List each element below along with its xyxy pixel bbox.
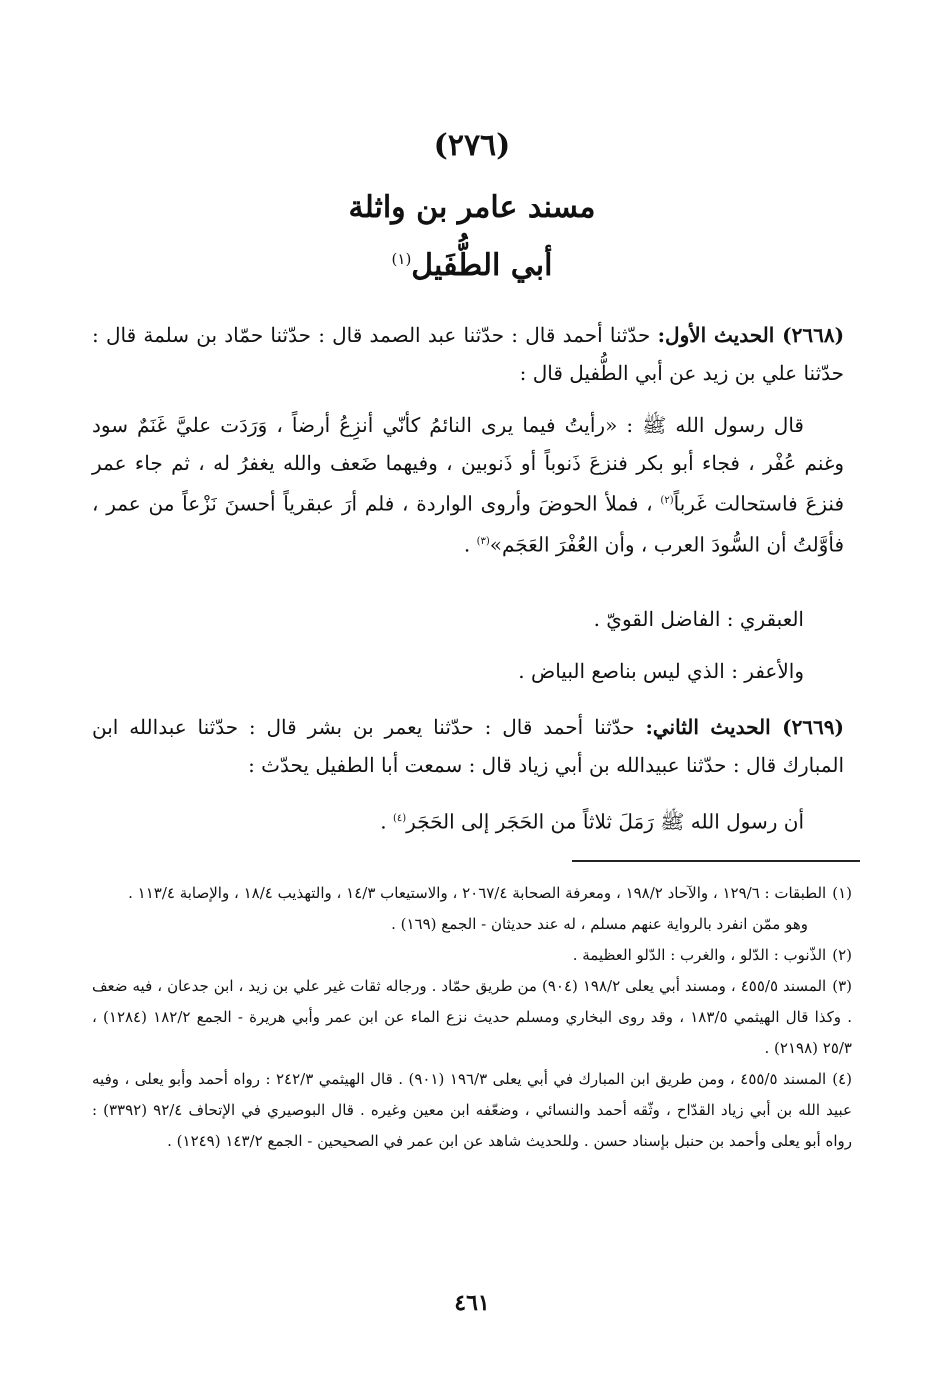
subtitle-text: أبي الطُّفَيل (411, 248, 553, 283)
footnote-text: الطبقات : ١٢٩/٦ ، والآحاد ١٩٨/٢ ، ومعرفة الصحابة ٢٠٦٧/٤ ، والاستيعاب ١٤/٣ ، والتهذيب ١٨/٤ ، والإصابة ١١٣/٤ . (128, 884, 827, 902)
footnote-ref-3[interactable]: (٣) (476, 535, 490, 547)
footnote-ref-2[interactable]: (٢) (660, 495, 674, 506)
hadith-1-heading: (٢٦٦٨) الحديث الأول: (657, 323, 845, 347)
page-number: ٤٦١ (454, 1290, 490, 1316)
footnote-text: المسند ٤٥٥/٥ ، ومن طريق ابن المبارك في أبي يعلى ١٩٦/٣ (٩٠١) . قال الهيثمي ٢٤٢/٣ : رواه أحمد وأبو يعلى ، وفيه عبيد الله بن أبي زياد القدّاح ، وثّقه أحمد والنسائي ، وضعّفه ابن معين وغيره . قال البوصيري في الإتحاف ٩٢/٤ (٣٣٩٢) : رواه أبو يعلى وأحمد بن حنبل بإسناد حسن . وللحديث شاهد عن ابن عمر في الصحيحين - الجمع ١٤٣/٢ (١٢٤٩) . (92, 1070, 852, 1150)
footnote-1 (92, 878, 852, 909)
footnote-4 (92, 1064, 852, 1157)
hadith-2-end: . (380, 809, 387, 834)
hadith-2-matn: أن رسول الله ﷺ رَمَلَ ثلاثاً من الحَجَر إلى الحَجَر (406, 809, 804, 834)
hadith-1-matn: قال رسول الله ﷺ : «رأيتُ فيما يرى النائمُ كأنّي أنزِعُ أرضاً ، وَرَدَت عليَّ غَنَمٌ سود وغنم عُفْر ، فجاء أبو بكر فنزعَ ذَنوباً أو ذَنوبين ، وفيهما ضَعف والله يغفرُ له ، ثم جاء عمر فنزعَ فاستحالت غَرباً (92, 413, 845, 516)
hadith-2-text (92, 800, 844, 841)
hadith-1-matn-cont: ، فملأ الحوضَ وأروى الواردة ، فلم أرَ عبقرياً أحسنَ نَزْعاً من عمر ، فأوَّلتُ أن السُّودَ العرب ، وأن العُفْرَ العَجَم» (92, 491, 844, 557)
footnote-ref-4[interactable]: (٤) (392, 813, 407, 824)
footnote-2 (92, 940, 852, 971)
hadith-1-text (92, 406, 844, 563)
footnote-label: (١) (832, 884, 852, 902)
footnote-label: (٣) (832, 977, 852, 995)
footnote-label: (٤) (832, 1070, 853, 1088)
musnad-number: (٢٧٦) (433, 128, 511, 163)
footnote-1-note (92, 909, 852, 940)
hadith-1-isnad-text: حدّثنا أحمد قال : حدّثنا عبد الصمد قال : حدّثنا حمّاد بن سلمة قال : حدّثنا علي بن زيد عن أبي الطُّفيل قال : (92, 323, 844, 385)
musnad-title: مسند عامر بن واثلة (348, 190, 596, 225)
footnote-separator (572, 860, 860, 862)
hadith-2-isnad (92, 708, 844, 784)
footnote-3 (92, 971, 852, 1064)
footnote-ref-1[interactable]: (١) (391, 250, 412, 268)
musnad-subtitle (0, 248, 944, 283)
footnote-text: المسند ٤٥٥/٥ ، ومسند أبي يعلى ١٩٨/٢ (٩٠٤) من طريق حمّاد . ورجاله ثقات غير علي بن زيد ، ابن جدعان ، فيه ضعف . وكذا قال الهيثمي ١٨٣/٥ ، وقد روى البخاري ومسلم حديث نزع الماء عن ابن عمر وأبي هريرة - الجمع ١٨٢/٢ (١٢٨٤) ، ٢٥/٣ (٢١٩٨) . (92, 977, 852, 1057)
gloss-abqari: العبقري : الفاضل القويّ . (593, 607, 804, 631)
footnote-label: (٢) (832, 946, 852, 964)
hadith-1-isnad (92, 316, 844, 392)
footnote-text: الذّنوب : الدّلو ، والغرب : الدّلو العظيمة . (572, 946, 827, 964)
hadith-1-end: . (463, 532, 471, 557)
hadith-2-isnad-text: حدّثنا أحمد قال : حدّثنا يعمر بن بشر قال : حدّثنا عبدالله ابن المبارك قال : حدّثنا عبيدالله بن أبي زياد قال : سمعت أبا الطفيل يحدّث : (92, 715, 844, 777)
footnote-text: وهو ممّن انفرد بالرواية عنهم مسلم ، له عند حديثان - الجمع (١٦٩) . (391, 915, 808, 933)
hadith-2-heading: (٢٦٦٩) الحديث الثاني: (645, 715, 844, 739)
gloss-aafar: والأعفر : الذي ليس بناصع البياض . (518, 659, 804, 683)
footnotes (92, 878, 852, 1157)
